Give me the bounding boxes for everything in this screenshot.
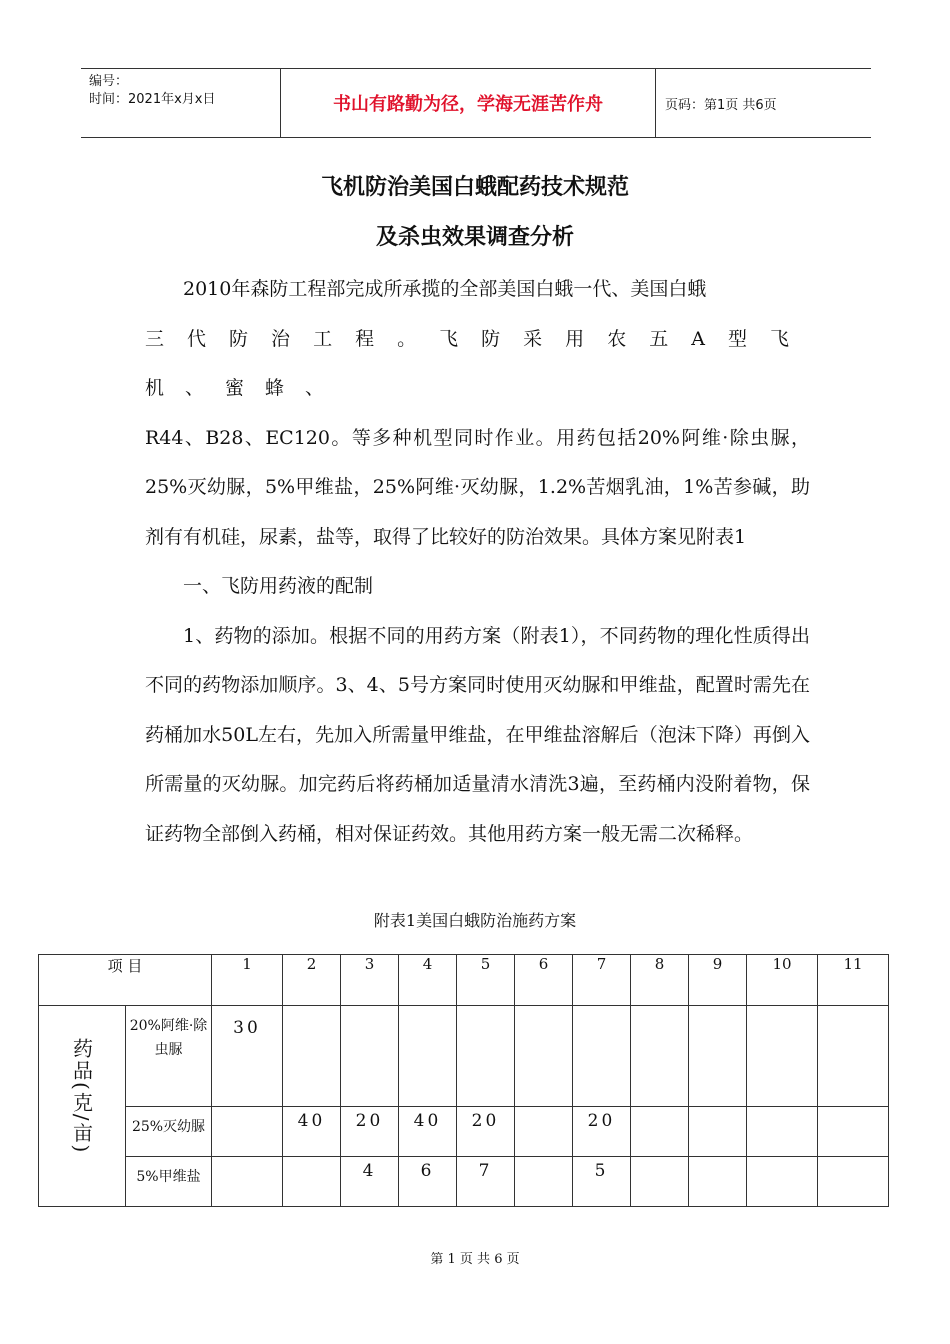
column-header: 1 xyxy=(212,955,283,1006)
column-header: 11 xyxy=(818,955,889,1006)
page-header xyxy=(81,68,871,138)
table-cell: 40 xyxy=(283,1107,341,1157)
table-cell xyxy=(689,1157,747,1207)
table-cell xyxy=(399,1006,457,1107)
table-cell xyxy=(631,1006,689,1107)
table-cell xyxy=(818,1107,889,1157)
table-cell: 4 xyxy=(341,1157,399,1207)
table-caption: 附表1美国白蛾防治施药方案 xyxy=(373,911,577,930)
serial-number: 编号： xyxy=(89,74,129,89)
section-heading: 一、飞防用药液的配制 xyxy=(183,575,374,597)
table-cell: 5 xyxy=(573,1157,631,1207)
table-cell xyxy=(283,1157,341,1207)
table-cell xyxy=(818,1157,889,1207)
column-header: 2 xyxy=(283,955,341,1006)
table-cell xyxy=(689,1006,747,1107)
page-footer: 第 1 页 共 6 页 xyxy=(430,1252,520,1267)
table-cell: 20 xyxy=(457,1107,515,1157)
header-page-number: 页码：第1页 共6页 xyxy=(665,97,777,113)
table-cell xyxy=(631,1107,689,1157)
group-label-cell xyxy=(39,1006,126,1207)
table-cell: 7 xyxy=(457,1157,515,1207)
table-cell xyxy=(457,1006,515,1107)
table-cell: 20 xyxy=(573,1107,631,1157)
header-motto: 书山有路勤为径，学海无涯苦作舟 xyxy=(281,69,656,137)
paragraph-intro-line2: 三代防治工程。飞防采用农五A型飞机、蜜蜂、 xyxy=(145,327,810,399)
paragraph-intro-rest: R44、B28、EC120。等多种机型同时作业。用药包括20%阿维·除虫脲，25%灭幼脲，5%甲维盐，25%阿维·灭幼脲，1.2%苦烟乳油，1%苦参碱，助剂有有机硅，尿素，盐等，取得了比较好的防治效果。具体方案见附表1 xyxy=(145,426,810,548)
table-cell xyxy=(747,1107,818,1157)
table-cell xyxy=(747,1006,818,1107)
drug-name: 25%灭幼脲 xyxy=(126,1107,212,1157)
column-header: 4 xyxy=(399,955,457,1006)
table-cell xyxy=(515,1006,573,1107)
paragraph-intro-line1: 2010年森防工程部完成所承揽的全部美国白蛾一代、美国白蛾 xyxy=(183,278,707,300)
header-item-label: 项 目 xyxy=(39,955,212,1006)
table-row xyxy=(39,1006,889,1107)
drug-name: 20%阿维·除虫脲 xyxy=(126,1006,212,1107)
table-cell xyxy=(212,1107,283,1157)
header-time: 时间：2021年x月x日 xyxy=(89,92,216,107)
column-header: 6 xyxy=(515,955,573,1006)
table-cell: 6 xyxy=(399,1157,457,1207)
column-header: 5 xyxy=(457,955,515,1006)
table-cell xyxy=(573,1006,631,1107)
header-meta xyxy=(81,69,281,137)
table-cell xyxy=(212,1157,283,1207)
table-cell xyxy=(818,1006,889,1107)
treatment-table xyxy=(38,954,889,1207)
document-title-line2: 及杀虫效果调查分析 xyxy=(375,225,574,250)
document-title-line1: 飞机防治美国白蛾配药技术规范 xyxy=(320,175,629,200)
table-cell: 30 xyxy=(212,1006,283,1107)
column-header: 3 xyxy=(341,955,399,1006)
table-cell xyxy=(283,1006,341,1107)
column-header: 8 xyxy=(631,955,689,1006)
table-cell xyxy=(341,1006,399,1107)
paragraph-drug-addition: 1、药物的添加。根据不同的用药方案（附表1），不同药物的理化性质得出不同的药物添加顺序。3、4、5号方案同时使用灭幼脲和甲维盐，配置时需先在药桶加水50L左右，先加入所需量甲维盐，在甲维盐溶解后（泡沫下降）再倒入所需量的灭幼脲。加完药后将药桶加适量清水清洗3遍，至药桶内没附着物，保证药物全部倒入药桶，相对保证药效。其他用药方案一般无需二次稀释。 xyxy=(145,624,810,845)
document-body xyxy=(145,265,810,859)
table-header-row xyxy=(39,955,889,1006)
table-cell xyxy=(747,1157,818,1207)
table-row xyxy=(39,1157,889,1207)
table-cell xyxy=(689,1107,747,1157)
table-row xyxy=(39,1107,889,1157)
column-header: 9 xyxy=(689,955,747,1006)
table-cell xyxy=(631,1157,689,1207)
table-cell: 20 xyxy=(341,1107,399,1157)
table-cell: 40 xyxy=(399,1107,457,1157)
group-label: 药品(克/亩) xyxy=(69,1038,94,1155)
column-header: 10 xyxy=(747,955,818,1006)
table-cell xyxy=(515,1107,573,1157)
table-cell xyxy=(515,1157,573,1207)
drug-name: 5%甲维盐 xyxy=(126,1157,212,1207)
column-header: 7 xyxy=(573,955,631,1006)
